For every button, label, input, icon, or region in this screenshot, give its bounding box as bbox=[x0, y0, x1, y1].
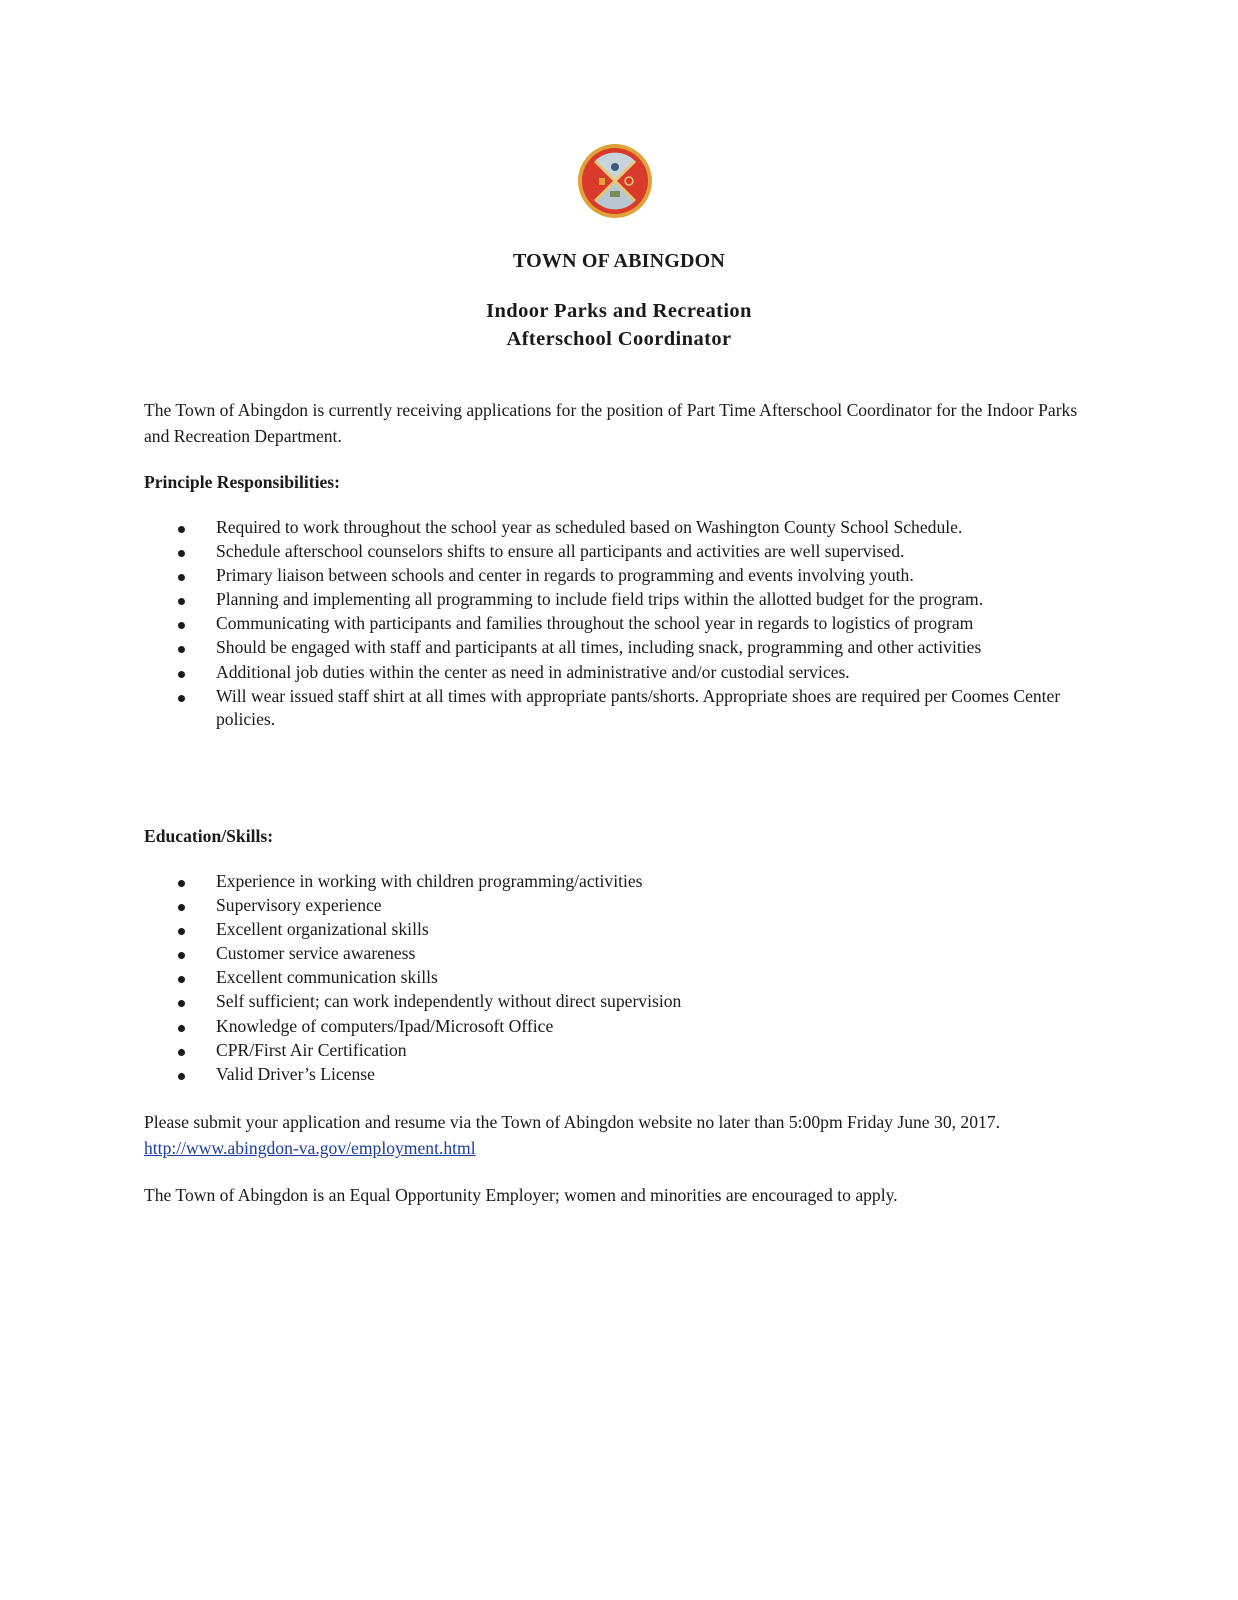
list-item: Excellent organizational skills bbox=[144, 918, 1094, 942]
bullet-icon bbox=[178, 904, 185, 911]
responsibilities-heading: Principle Responsibilities: bbox=[144, 472, 340, 492]
list-item: Supervisory experience bbox=[144, 894, 1094, 918]
bullet-icon bbox=[178, 1073, 185, 1080]
org-name: TOWN OF ABINGDON bbox=[512, 250, 726, 272]
bullet-icon bbox=[178, 574, 185, 581]
bullet-icon bbox=[178, 598, 185, 605]
list-item: Additional job duties within the center as need in administrative and/or custodial services. bbox=[144, 661, 1094, 685]
eoe-statement: The Town of Abingdon is an Equal Opportunity Employer; women and minorities are encouraged to apply. bbox=[144, 1185, 898, 1205]
bullet-icon bbox=[178, 550, 185, 557]
submit-paragraph bbox=[144, 1109, 1094, 1161]
skills-heading: Education/Skills: bbox=[144, 826, 274, 846]
bullet-icon bbox=[178, 526, 185, 533]
bullet-icon bbox=[178, 1000, 185, 1007]
list-item: Knowledge of computers/Ipad/Microsoft Office bbox=[144, 1015, 1094, 1039]
list-item: Planning and implementing all programming to include field trips within the allotted budget for the program. bbox=[144, 588, 1094, 612]
list-item: Communicating with participants and families throughout the school year in regards to logistics of program bbox=[144, 612, 1094, 636]
bullet-icon bbox=[178, 622, 185, 629]
bullet-icon bbox=[178, 952, 185, 959]
department-title: Indoor Parks and Recreation bbox=[486, 300, 752, 322]
submit-text: Please submit your application and resume via the Town of Abingdon website no later than 5:00pm Friday June 30, 2017. bbox=[144, 1112, 1014, 1132]
list-item: Primary liaison between schools and center in regards to programming and events involving youth. bbox=[144, 564, 1094, 588]
list-item: Customer service awareness bbox=[144, 942, 1094, 966]
list-item: CPR/First Air Certification bbox=[144, 1039, 1094, 1063]
skills-list bbox=[144, 870, 1094, 1087]
position-title: Afterschool Coordinator bbox=[506, 328, 732, 350]
list-item: Self sufficient; can work independently without direct supervision bbox=[144, 990, 1094, 1014]
bullet-icon bbox=[178, 1025, 185, 1032]
list-item: Will wear issued staff shirt at all times with appropriate pants/shorts. Appropriate shoes are required per Coomes Center policies. bbox=[144, 685, 1094, 732]
list-item: Should be engaged with staff and participants at all times, including snack, programming and other activities bbox=[144, 636, 1094, 660]
responsibilities-list bbox=[144, 516, 1094, 732]
list-item: Schedule afterschool counselors shifts to ensure all participants and activities are well supervised. bbox=[144, 540, 1094, 564]
bullet-icon bbox=[178, 1049, 185, 1056]
bullet-icon bbox=[178, 646, 185, 653]
list-item: Valid Driver’s License bbox=[144, 1063, 1094, 1087]
town-seal-icon bbox=[577, 143, 653, 219]
bullet-icon bbox=[178, 695, 185, 702]
employment-link[interactable]: http://www.abingdon-va.gov/employment.html bbox=[144, 1138, 476, 1158]
bullet-icon bbox=[178, 880, 185, 887]
list-item: Excellent communication skills bbox=[144, 966, 1094, 990]
bullet-icon bbox=[178, 671, 185, 678]
list-item: Required to work throughout the school year as scheduled based on Washington County School Schedule. bbox=[144, 516, 1094, 540]
bullet-icon bbox=[178, 928, 185, 935]
intro-paragraph: The Town of Abingdon is currently receiving applications for the position of Part Time Afterschool Coordinator for the Indoor Parks and Recreation Department. bbox=[144, 400, 1078, 446]
bullet-icon bbox=[178, 976, 185, 983]
list-item: Experience in working with children programming/activities bbox=[144, 870, 1094, 894]
